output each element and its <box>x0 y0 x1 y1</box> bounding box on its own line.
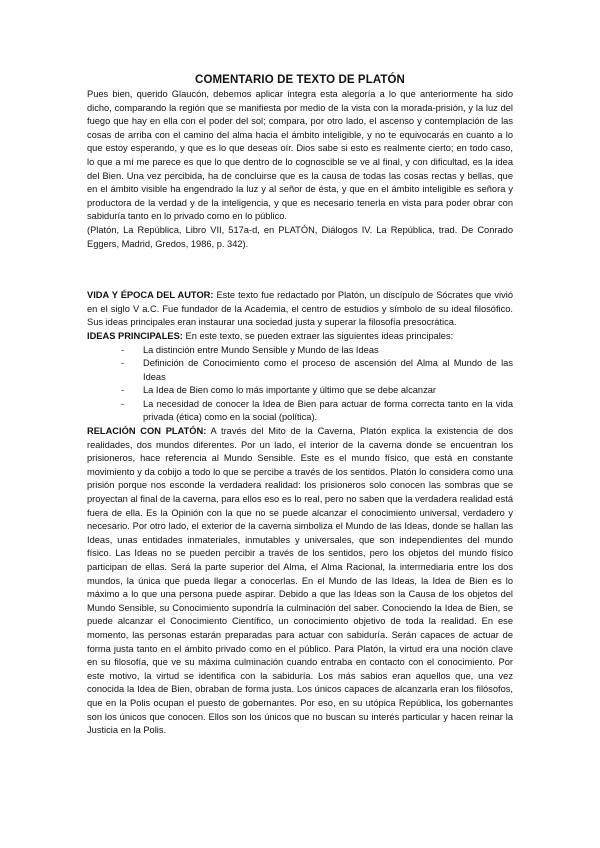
relacion-label: RELACIÓN CON PLATÓN: <box>87 426 207 437</box>
ideas-section <box>87 330 513 344</box>
list-item <box>121 384 513 398</box>
citation: (Platón, La República, Libro VII, 517a-d, en PLATÓN, Diálogos IV. La República, trad. De Conrado Eggers, Madrid, Gredos, 1986, p. 342). <box>87 224 513 249</box>
bullet-dash: - <box>121 398 125 409</box>
bullet-dash: - <box>121 344 125 355</box>
ideas-list <box>87 344 513 426</box>
page-title: COMENTARIO DE TEXTO DE PLATÓN <box>195 74 405 86</box>
list-item <box>121 344 513 358</box>
section-gap <box>87 251 513 289</box>
vida-label: VIDA Y ÉPOCA DEL AUTOR: <box>87 290 214 301</box>
quote-paragraph: Pues bien, querido Glaucón, debemos aplicar íntegra esta alegoría a lo que anteriormente ha sido dicho, comparando la región que se manifiesta por medio de la vista con la morada-prisión, y la luz del fuego que hay en ella con el poder del sol; compara, por otro lado, el ascenso y contemplación de las cosas de arriba con el camino del alma hacia el ámbito inteligible, y no te equivocarás en cuanto a lo que estoy esperando, y que es lo que deseas oír. Dios sabe si esto es realmente cierto; en todo caso, lo que a mí me parece es que lo que dentro de lo cognoscible se ve al final, y con dificultad, es la idea del Bien. Una vez percibida, ha de concluirse que es la causa de todas las cosas rectas y bellas, que en el ámbito visible ha engendrado la luz y al señor de ésta, y que en el ámbito inteligible es señora y productora de la verdad y de la inteligencia, y que es necesario tenerla en vista para poder obrar con sabiduría tanto en lo privado como en lo público. <box>87 89 513 222</box>
bullet-dash: - <box>121 358 125 369</box>
list-item-text: La Idea de Bien como lo más importante y último que se debe alcanzar <box>143 385 437 396</box>
list-item-text: La distinción entre Mundo Sensible y Mundo de las Ideas <box>143 344 379 355</box>
relacion-text: A través del Mito de la Caverna, Platón explica la existencia de dos realidades, dos mundos diferentes. Por un lado, el interior de la caverna donde se encuentran los prisioneros, hace referencia al Mundo Sensible. Este es el mundo físico, que está en constante movimiento y da cobijo a todo lo que se percibe a través de los sentidos. Platón lo considera como una prisión porque nos esconde la verdadera realidad: los prisioneros solo conocen las sombras que se proyectan al final de la caverna, para ellos eso es lo real, pero no saben que la verdadera realidad está fuera de ella. Es la Opinión con la que no se puede alcanzar el conocimiento universal, verdadero y necesario. Por otro lado, el exterior de la caverna simboliza el Mundo de las Ideas, donde se hallan las Ideas, unas entidades inmateriales, inmutables y universales, que son independientes del mundo físico. Las Ideas no se pueden percibir a través de los sentidos, pero los objetos del mundo físico participan de ellas. Será la parte superior del Alma, el Alma Racional, la intermediaria entre los dos mundos, la única que pueda llegar a conocerlas. En el Mundo de las Ideas, la Idea de Bien es lo máximo a lo que una persona puede aspirar. Debido a que las Ideas son la Causa de los objetos del Mundo Sensible, su Conocimiento supondría la culminación del saber. Conociendo la Idea de Bien, se puede alcanzar el Conocimiento Científico, un conocimiento objetivo de toda la realidad. En ese momento, las personas estarán preparadas para actuar con sabiduría. Serán capaces de actuar de forma justa tanto en el ámbito privado como en el público. Para Platón, la virtud era una noción clave en su filosofía, que ve su máxima culminación cuando entraba en contacto con el conocimiento. Por este motivo, la virtud se identifica con la sabiduría. Los más sabios eran aquellos que, una vez conocida la Idea de Bien, obraban de forma justa. Los únicos capaces de alcanzarla eran los filósofos, que en la Polis ocupan el puesto de gobernantes. Por eso, en su utópica República, los gobernantes son los únicos que conocen. Ellos son los únicos que no buscan su interés particular y hacen reinar la Justicia en la Polis. <box>87 426 513 736</box>
vida-section <box>87 289 513 330</box>
ideas-intro: En este texto, se pueden extraer las siguientes ideas principales: <box>182 330 454 341</box>
list-item-text: La necesidad de conocer la Idea de Bien para actuar de forma correcta tanto en la vida privada (ética) como en la social (política). <box>143 398 513 423</box>
list-item-text: Definición de Conocimiento como el proceso de ascensión del Alma al Mundo de las Ideas <box>143 358 513 382</box>
bullet-dash: - <box>121 385 125 396</box>
vida-text: Este texto fue redactado por Platón, un discípulo de Sócrates que vivió en el siglo V a.C. Fue fundador de la Academia, el centro de estudios y símbolo de su ideal filosófico. Sus ideas principales eran instaurar una sociedad justa y superar la filosofía presocrática. <box>87 290 513 328</box>
list-item <box>121 398 513 425</box>
relacion-section <box>87 425 513 738</box>
ideas-label: IDEAS PRINCIPALES: <box>87 330 183 341</box>
list-item <box>121 357 513 384</box>
